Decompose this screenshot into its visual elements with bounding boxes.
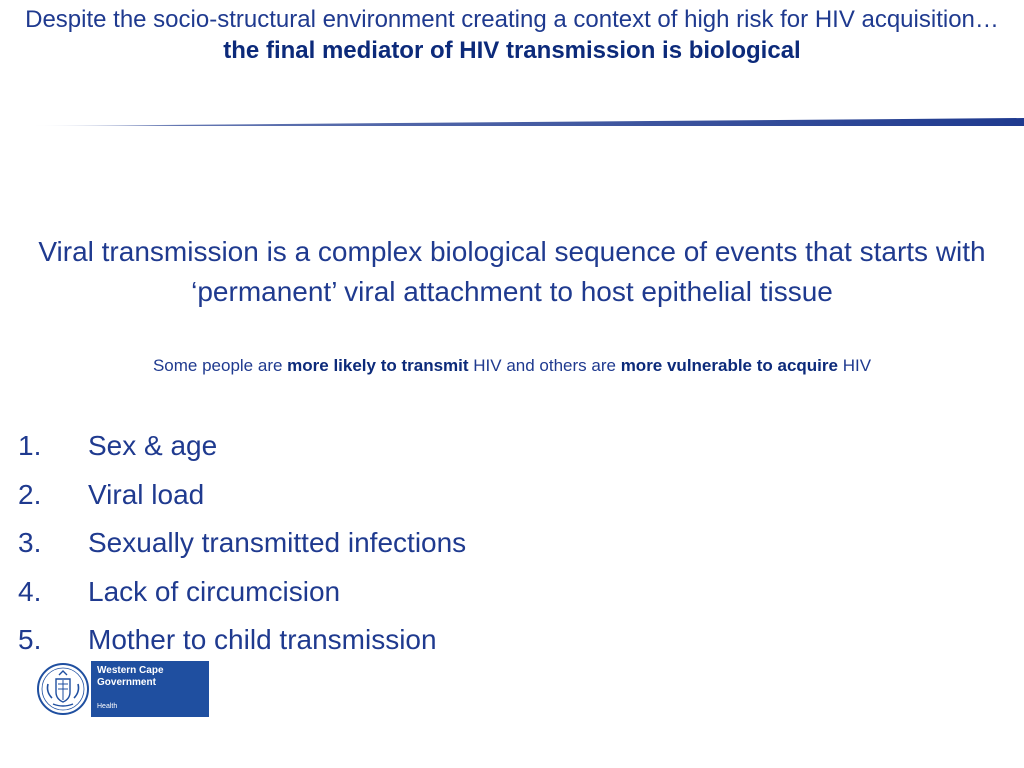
sub-statement — [0, 354, 1024, 378]
list-item-number: 2. — [18, 478, 42, 510]
list-item — [18, 568, 466, 617]
title-divider — [30, 118, 1024, 128]
logo-department: Health — [97, 703, 118, 710]
list-item — [18, 471, 466, 520]
sub-statement-emphasis-transmit: more likely to transmit — [287, 356, 469, 375]
list-item — [18, 422, 466, 471]
list-item-number: 1. — [18, 430, 42, 461]
slide-title — [0, 4, 1024, 66]
risk-factor-list — [18, 422, 466, 665]
list-item — [18, 616, 466, 665]
title-line-1: Despite the socio-structural environment creating a context of high risk for HIV acquisition… — [25, 6, 999, 33]
sub-statement-part-2: HIV and others are — [468, 356, 621, 375]
list-item-number: 5. — [18, 624, 42, 655]
logo-name-line-2: Government — [97, 677, 156, 688]
list-item-label: Lack of circumcision — [88, 575, 341, 607]
sub-statement-part-1: Some people are — [152, 356, 288, 375]
list-item-label: Viral load — [88, 478, 205, 510]
title-line-2: the final mediator of HIV transmission is biological — [223, 37, 801, 64]
list-item-number: 4. — [18, 575, 42, 607]
logo-name-line-1: Western Cape — [97, 665, 164, 676]
western-cape-government-logo — [35, 661, 209, 717]
list-item-label: Sexually transmitted infections — [88, 527, 467, 558]
sub-statement-emphasis-acquire: more vulnerable to acquire — [620, 356, 838, 375]
list-item-number: 3. — [18, 527, 42, 558]
list-item-label: Mother to child transmission — [88, 624, 437, 655]
main-statement: Viral transmission is a complex biological sequence of events that starts with ‘permanent’ viral attachment to host epithelial tissue — [38, 236, 986, 307]
sub-statement-part-3: HIV — [837, 356, 872, 375]
coat-of-arms-icon — [35, 661, 91, 717]
list-item-label: Sex & age — [88, 430, 218, 461]
logo-text-panel — [91, 661, 209, 717]
list-item — [18, 519, 466, 568]
